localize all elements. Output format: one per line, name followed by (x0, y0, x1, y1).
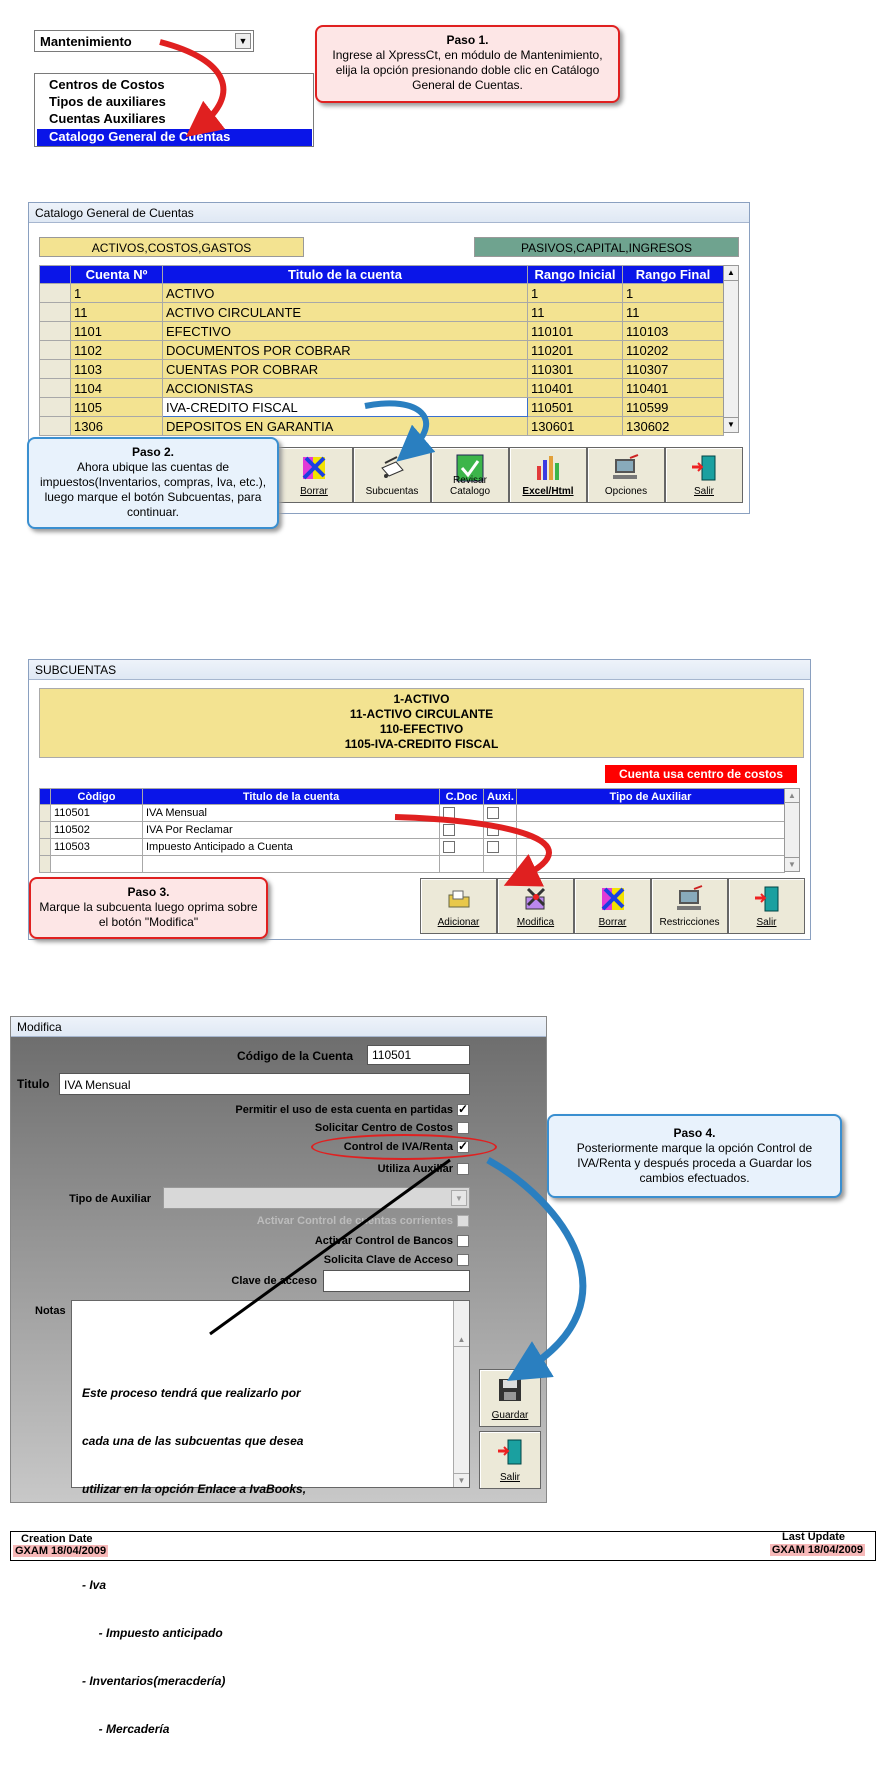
col-rango-inicial[interactable]: Rango Inicial (528, 266, 623, 284)
utiliza-auxiliar-label: Utiliza Auxiliar (377, 1163, 453, 1175)
step1-title: Paso 1. (446, 33, 489, 47)
col-auxi[interactable]: Auxi. (484, 789, 517, 805)
subcuentas-window-title: SUBCUENTAS (29, 660, 810, 680)
col-titulo[interactable]: Titulo de la cuenta (143, 789, 440, 805)
menu-item-tipos[interactable]: Tipos de auxiliares (49, 94, 166, 109)
cell-cuenta: 1 (71, 284, 163, 303)
modifica-label: Modifica (516, 917, 555, 928)
clave-acceso-label: Clave de acceso (231, 1275, 317, 1287)
step3-arrow (395, 817, 549, 878)
opciones-label: Opciones (604, 486, 648, 497)
adicionar-label: Adicionar (437, 917, 480, 928)
col-titulo[interactable]: Titulo de la cuenta (163, 266, 528, 284)
restricciones-label: Restricciones (659, 917, 720, 928)
sub-salir-label: Salir (756, 917, 777, 928)
cell-rango-inicial: 1 (528, 284, 623, 303)
last-update-value: GXAM 18/04/2009 (771, 1544, 863, 1556)
menu-item-centros[interactable]: Centros de Costos (49, 77, 165, 92)
cell-rango-final: 110202 (623, 341, 724, 360)
chevron-down-icon[interactable]: ▼ (235, 33, 251, 49)
step2-title: Paso 2. (131, 445, 175, 459)
account-line-3: 110-EFECTIVO (379, 722, 464, 736)
cell-rango-inicial: 11 (528, 303, 623, 322)
cell-rango-final: 110307 (623, 360, 724, 379)
cell-rango-inicial: 110401 (528, 379, 623, 398)
subcuentas-label: Subcuentas (365, 486, 419, 497)
cell-cuenta: 1103 (71, 360, 163, 379)
scroll-down-icon[interactable]: ▼ (454, 1473, 469, 1487)
bancos-label: Activar Control de Bancos (314, 1235, 453, 1247)
step4-title: Paso 4. (673, 1126, 716, 1140)
cell-rango-final: 110103 (623, 322, 724, 341)
cell-titulo: IVA Por Reclamar (143, 822, 440, 839)
step1-arrow (160, 42, 223, 126)
cell-titulo: DOCUMENTOS POR COBRAR (163, 341, 528, 360)
scroll-up-icon[interactable]: ▲ (785, 789, 799, 803)
modifica-window-title: Modifica (11, 1017, 546, 1037)
cell-titulo: Impuesto Anticipado a Cuenta (143, 839, 440, 856)
cell-rango-final: 11 (623, 303, 724, 322)
cell-rango-final: 1 (623, 284, 724, 303)
modifica-salir-label: Salir (499, 1472, 520, 1483)
note-pointer-line (210, 1160, 450, 1334)
legend-pasivos-label: PASIVOS,CAPITAL,INGRESOS (521, 241, 692, 255)
scroll-up-icon[interactable]: ▲ (724, 266, 738, 281)
note-line: utilizar en la opción Enlace a IvaBooks, (82, 1482, 307, 1496)
col-tipo-auxiliar[interactable]: Tipo de Auxiliar (517, 789, 785, 805)
titulo-field[interactable]: IVA Mensual (59, 1073, 470, 1095)
cell-rango-inicial: 110201 (528, 341, 623, 360)
step1-text: Ingrese al XpressCt, en módulo de Mantenimiento, elija la opción presionando doble clic en Catálogo General de Cuentas. (332, 48, 603, 92)
module-dropdown-value: Mantenimiento (40, 34, 132, 49)
step2-arrow (365, 403, 426, 450)
scroll-down-icon[interactable]: ▼ (724, 417, 738, 432)
cell-rango-inicial: 130601 (528, 417, 623, 436)
sub-borrar-label: Borrar (598, 917, 627, 928)
cell-cuenta: 1101 (71, 322, 163, 341)
chevron-down-icon[interactable]: ▼ (451, 1190, 467, 1206)
cell-codigo: 110502 (51, 822, 143, 839)
last-update-label: Last Update (782, 1531, 845, 1543)
catalog-window-title: Catalogo General de Cuentas (29, 203, 749, 223)
partidas-label: Permitir el uso de esta cuenta en partidas (235, 1104, 453, 1116)
menu-item-cuentas-aux[interactable]: Cuentas Auxiliares (49, 111, 166, 126)
cell-cuenta: 1104 (71, 379, 163, 398)
cell-rango-inicial: 110101 (528, 322, 623, 341)
step3-title: Paso 3. (127, 885, 170, 899)
borrar-label: Borrar (300, 486, 328, 497)
centro-costos-label: Solicitar Centro de Costos (314, 1122, 453, 1134)
legend-activos-label: ACTIVOS,COSTOS,GASTOS (91, 241, 252, 255)
cell-rango-final: 110401 (623, 379, 724, 398)
scroll-down-icon[interactable]: ▼ (785, 857, 799, 871)
titulo-label: Titulo (17, 1077, 50, 1091)
salir-label: Salir (693, 486, 714, 497)
account-line-4: 1105-IVA-CREDITO FISCAL (344, 737, 499, 751)
step4-arrow (488, 1160, 583, 1370)
cell-titulo: ACCIONISTAS (163, 379, 528, 398)
codigo-field[interactable]: 110501 (367, 1045, 470, 1065)
note-line: - Impuesto anticipado (82, 1626, 223, 1640)
notas-label: Notas (35, 1305, 66, 1317)
cuentas-corrientes-label: Activar Control de cuentas corrientes (256, 1215, 453, 1227)
cell-cuenta: 11 (71, 303, 163, 322)
iva-renta-label: Control de IVA/Renta (343, 1141, 453, 1153)
footer-bar (10, 1531, 876, 1561)
codigo-label: Código de la Cuenta (236, 1049, 353, 1063)
creation-date-label: Creation Date (21, 1533, 93, 1545)
scroll-up-icon[interactable]: ▲ (454, 1333, 469, 1347)
step4-text: Posteriormente marque la opción Control de IVA/Renta y después proceda a Guardar los cambios efectuados. (576, 1141, 813, 1185)
excel-html-label: Excel/Html (522, 486, 574, 497)
guardar-label: Guardar (491, 1410, 529, 1421)
cell-titulo-editing[interactable]: IVA-CREDITO FISCAL (163, 398, 528, 417)
cell-titulo: EFECTIVO (163, 322, 528, 341)
step3-text: Marque la subcuenta luego oprima sobre el botón "Modifica" (39, 900, 258, 929)
note-line: - Mercadería (82, 1722, 170, 1736)
creation-date-value: GXAM 18/04/2009 (15, 1545, 107, 1557)
cell-titulo: ACTIVO CIRCULANTE (163, 303, 528, 322)
note-line: - Inventarios(meracdería) (82, 1674, 226, 1688)
note-line: Este proceso tendrá que realizarlo por (82, 1386, 301, 1400)
cell-titulo: CUENTAS POR COBRAR (163, 360, 528, 379)
cell-titulo: ACTIVO (163, 284, 528, 303)
clave-acceso-check-label: Solicita Clave de Acceso (323, 1254, 453, 1266)
cell-cuenta: 1105 (71, 398, 163, 417)
col-codigo[interactable]: Còdigo (51, 789, 143, 805)
cost-center-badge-label: Cuenta usa centro de costos (618, 767, 784, 781)
note-line: - Iva (82, 1578, 107, 1592)
cell-codigo: 110503 (51, 839, 143, 856)
cell-cuenta: 1102 (71, 341, 163, 360)
cell-rango-final: 130602 (623, 417, 724, 436)
revisar-catalogo-label: Revisar Catalogo (449, 475, 491, 497)
note-line: cada una de las subcuentas que desea (82, 1434, 304, 1448)
tipo-auxiliar-label: Tipo de Auxiliar (69, 1193, 151, 1205)
cell-codigo: 110501 (51, 805, 143, 822)
col-rango-final[interactable]: Rango Final (623, 266, 724, 284)
account-line-2: 11-ACTIVO CIRCULANTE (349, 707, 494, 721)
cell-titulo: DEPOSITOS EN GARANTIA (163, 417, 528, 436)
cell-cuenta: 1306 (71, 417, 163, 436)
account-line-1: 1-ACTIVO (393, 692, 450, 706)
col-cdoc[interactable]: C.Doc (440, 789, 484, 805)
cell-rango-inicial: 110501 (528, 398, 623, 417)
cell-titulo: IVA Mensual (143, 805, 440, 822)
step2-text: Ahora ubique las cuentas de impuestos(Inventarios, compras, Iva, etc.), luego marque el botón Subcuentas, para continuar. (39, 460, 267, 519)
cell-rango-final: 110599 (623, 398, 724, 417)
col-cuenta[interactable]: Cuenta Nº (71, 266, 163, 284)
cell-rango-inicial: 110301 (528, 360, 623, 379)
menu-item-catalogo-label: Catalogo General de Cuentas (49, 129, 231, 144)
